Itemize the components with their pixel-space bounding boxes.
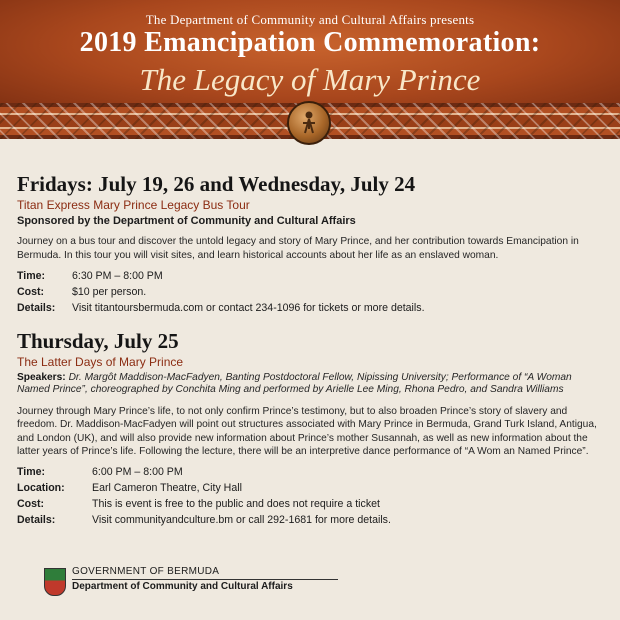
detail-label: Location: xyxy=(17,481,65,494)
detail-label: Details: xyxy=(17,513,56,526)
medallion-icon xyxy=(287,101,331,145)
detail-row-cost xyxy=(17,496,607,512)
page-subtitle: The Legacy of Mary Prince xyxy=(139,62,481,97)
speakers-label: Speakers: xyxy=(17,372,66,383)
detail-label: Details: xyxy=(17,302,56,314)
detail-value: Earl Cameron Theatre, City Hall xyxy=(92,481,242,494)
speakers-text: Dr. Margôt Maddison-MacFadyen, Banting Postdoctoral Fellow, Nipissing University; Performance of “A Woman Named Prince”, choreographed by Conchita Ming and performed by Arielle Lee Ming, Rhona Pedro, and Sandra Williams xyxy=(17,372,572,396)
detail-label: Time: xyxy=(17,465,46,478)
detail-row-time xyxy=(17,268,607,284)
detail-row-time xyxy=(17,464,607,480)
detail-value: 6:30 PM – 8:00 PM xyxy=(72,270,163,282)
footer xyxy=(44,566,364,606)
detail-label: Time: xyxy=(17,270,46,282)
event2-heading: Thursday, July 25 xyxy=(17,329,179,353)
event1-details xyxy=(17,268,607,316)
detail-value: This is event is free to the public and does not require a ticket xyxy=(92,497,380,510)
page-title: 2019 Emancipation Commemoration: xyxy=(79,27,541,58)
detail-row-cost xyxy=(17,284,607,300)
event2-speakers xyxy=(17,372,607,397)
event2-description: Journey through Mary Prince’s life, to not only confirm Prince’s testimony, but to also broaden Prince’s story of slavery and freedom. Dr. Maddison-MacFadyen will point out structures associated with Mary Prince in Bermuda, Grand Turk Island, Antigua, and London (UK), and will also provide new information about Prince’s mother Susannah, as well as new information about the latter years of Prince’s life. Following the lecture, there will be an interpretive dance performance of “A Wom an Named Prince”. xyxy=(17,405,597,458)
presenter-line: The Department of Community and Cultural Affairs presents xyxy=(145,12,475,27)
detail-row-details xyxy=(17,512,607,528)
detail-row-details xyxy=(17,300,607,316)
event2-subtitle: The Latter Days of Mary Prince xyxy=(17,355,184,369)
bermuda-crest-icon xyxy=(44,568,66,596)
event-lecture xyxy=(17,329,607,528)
detail-value: Visit titantoursbermuda.com or contact 234-1096 for tickets or more details. xyxy=(72,302,425,314)
department-label: Department of Community and Cultural Affairs xyxy=(72,581,293,592)
event1-description: Journey on a bus tour and discover the untold legacy and story of Mary Prince, and her contribution towards Emancipation in Bermuda. In this tour you will visit sites, and learn historical accounts about her life as an enslaved woman. xyxy=(17,236,579,261)
detail-row-location xyxy=(17,480,607,496)
detail-label: Cost: xyxy=(17,497,45,510)
detail-value: Visit communityandculture.bm or call 292-1681 for more details. xyxy=(92,513,391,526)
footer-divider xyxy=(72,579,338,580)
detail-label: Cost: xyxy=(17,286,45,298)
event-bus-tour xyxy=(17,172,607,316)
detail-value: 6:00 PM – 8:00 PM xyxy=(92,465,183,478)
header-banner xyxy=(0,0,620,112)
government-label: GOVERNMENT OF BERMUDA xyxy=(72,566,220,577)
event1-subtitle: Titan Express Mary Prince Legacy Bus Tour xyxy=(17,198,250,212)
content xyxy=(17,172,607,528)
event1-heading: Fridays: July 19, 26 and Wednesday, July 24 xyxy=(17,172,416,196)
event2-details xyxy=(17,464,607,528)
detail-value: $10 per person. xyxy=(72,286,147,298)
event1-sponsor: Sponsored by the Department of Community and Cultural Affairs xyxy=(17,215,356,227)
